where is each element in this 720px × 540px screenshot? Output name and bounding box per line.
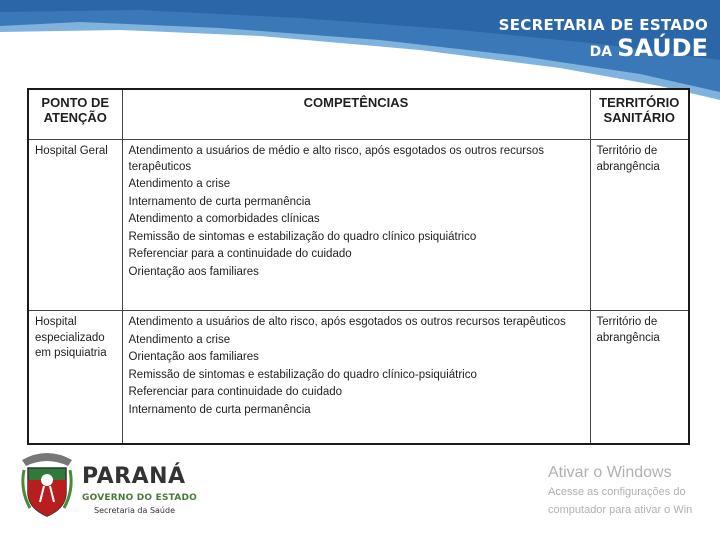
table-row [28, 140, 689, 311]
table-row [28, 311, 689, 444]
header-ponto-de-atencao: PONTO DE ATENÇÃO [28, 89, 122, 140]
brand-line2-prefix: DA [589, 44, 613, 60]
brand-logo [499, 18, 708, 60]
footer-brand [82, 466, 197, 515]
secretaria-label: Secretaria da Saúde [94, 506, 176, 515]
row-ponto: Hospital especializado em psiquiatria [28, 311, 122, 444]
competencia-item: Atendimento a comorbidades clínicas [128, 213, 320, 225]
watermark-title: Ativar o Windows [548, 464, 672, 481]
competencia-item: Remissão de sintomas e estabilização do quadro clínico psiquiátrico [128, 230, 477, 243]
competencias-table [27, 88, 690, 445]
row-competencias [122, 140, 590, 311]
competencia-item: Orientação aos familiares [128, 265, 259, 278]
competencia-item: Remissão de sintomas e estabilização do quadro clínico-psiquiátrico [128, 368, 477, 381]
watermark-line1: Acesse as configurações do [548, 486, 686, 498]
competencia-item: Atendimento a crise [128, 178, 231, 190]
competencia-item: Atendimento a crise [128, 333, 231, 346]
competencia-item: Referenciar para continuidade do cuidado [128, 386, 343, 399]
competencia-item: Atendimento a usuários de médio e alto risco, após esgotados os outros recursos terapêuticos [128, 145, 545, 173]
government-line: GOVERNO DO ESTADO [82, 493, 197, 503]
header-competencias: COMPETÊNCIAS [122, 89, 590, 140]
parana-coat-of-arms-icon [18, 450, 76, 518]
row-territorio: Território de abrangência [590, 311, 689, 444]
competencia-item: Internamento de curta permanência [128, 195, 311, 208]
brand-line2-main: SAÚDE [617, 34, 708, 62]
competencia-item: Referenciar para a continuidade do cuidado [128, 248, 352, 260]
brand-line2 [499, 36, 708, 60]
header-territorio-sanitario: TERRITÓRIO SANITÁRIO [590, 89, 689, 140]
competencia-item: Internamento de curta permanência [128, 403, 311, 416]
row-territorio: Território de abrangência [590, 140, 689, 311]
watermark-line2: computador para ativar o Win [548, 504, 693, 516]
table-header-row [28, 89, 689, 140]
state-name: PARANÁ [82, 464, 186, 489]
windows-activation-watermark [548, 464, 692, 518]
row-ponto: Hospital Geral [28, 140, 122, 311]
brand-line1: SECRETARIA DE ESTADO [498, 16, 708, 34]
row-competencias [122, 311, 590, 444]
competencia-item: Orientação aos familiares [128, 351, 259, 364]
competencia-item: Atendimento a usuários de alto risco, após esgotados os outros recursos terapêuticos [128, 316, 566, 329]
